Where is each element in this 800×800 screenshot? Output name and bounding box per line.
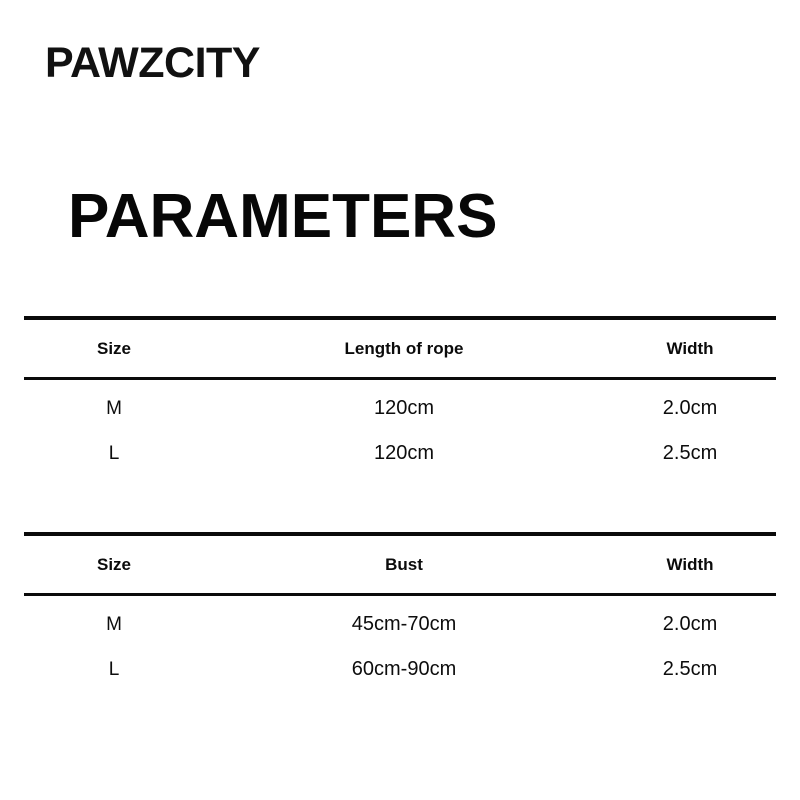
cell-width: 2.0cm (662, 397, 718, 419)
harness-parameters-table (24, 532, 776, 692)
cell-width: 2.5cm (662, 442, 718, 464)
table-row (24, 431, 776, 476)
cell-size: M (106, 613, 122, 635)
leash-parameters-table (24, 316, 776, 476)
cell-size: L (108, 442, 120, 464)
cell-length: 120cm (373, 397, 435, 419)
table-header-row (24, 320, 776, 377)
table-header-rule (24, 593, 776, 596)
cell-width: 2.5cm (662, 658, 718, 680)
cell-size: L (108, 658, 120, 680)
header-size: Size (96, 554, 132, 574)
cell-bust: 45cm-70cm (351, 613, 457, 635)
header-width: Width (666, 554, 714, 574)
table-header-rule (24, 377, 776, 380)
table-row (24, 647, 776, 692)
cell-bust: 60cm-90cm (351, 658, 457, 680)
header-length-of-rope: Length of rope (344, 338, 464, 358)
cell-width: 2.0cm (662, 613, 718, 635)
cell-size: M (106, 397, 122, 419)
brand-logo: PAWZCITY (45, 39, 260, 87)
table-row (24, 386, 776, 431)
cell-length: 120cm (373, 442, 435, 464)
header-bust: Bust (385, 554, 423, 574)
page-title: PARAMETERS (68, 182, 498, 251)
table-row (24, 602, 776, 647)
header-width: Width (666, 338, 714, 358)
table-header-row (24, 536, 776, 593)
header-size: Size (96, 338, 132, 358)
